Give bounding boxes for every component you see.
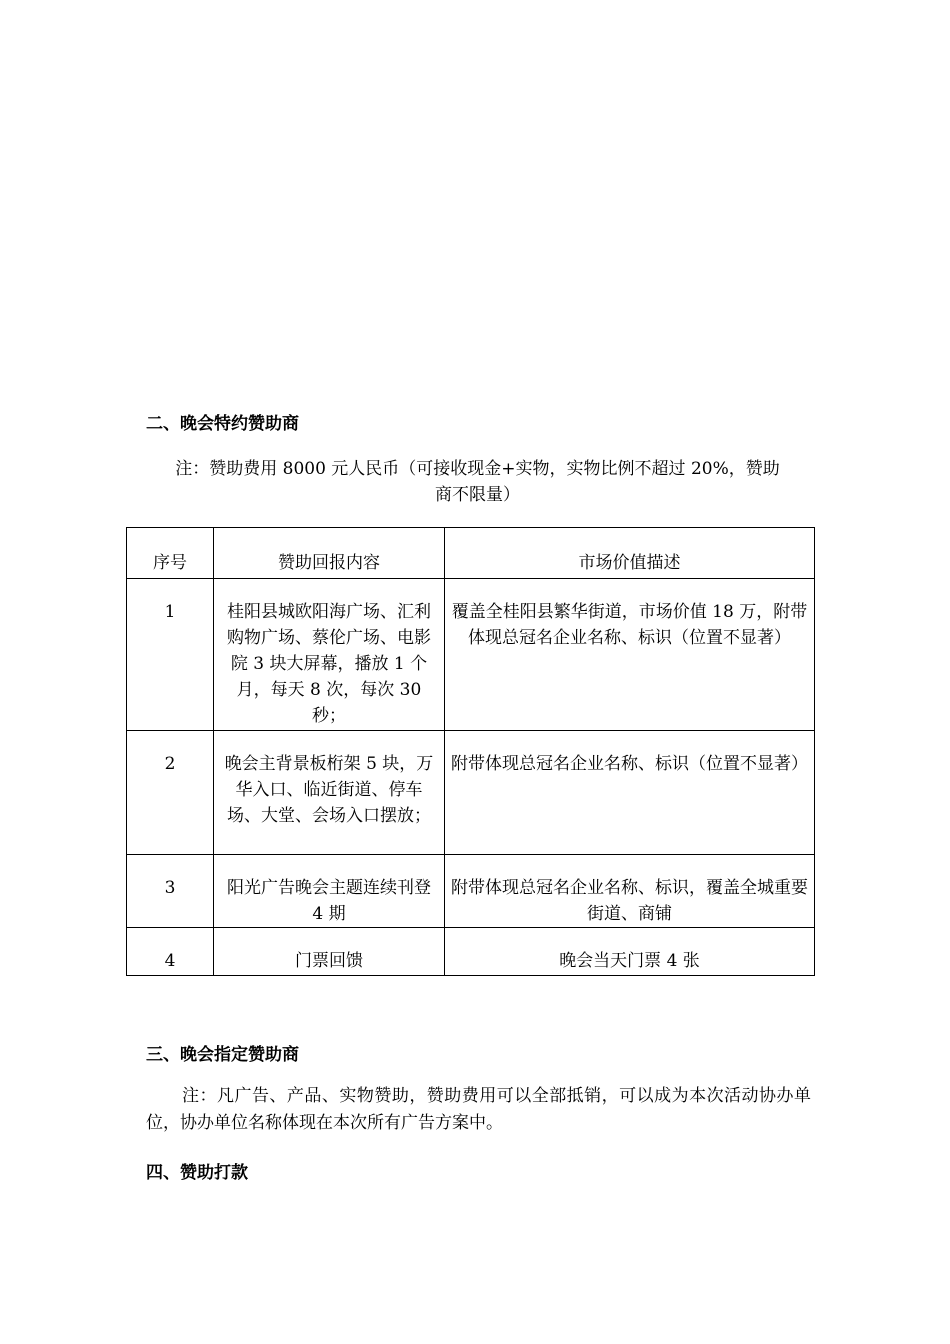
row-number: 3 (127, 855, 214, 928)
row-value: 覆盖全桂阳县繁华街道，市场价值 18 万，附带体现总冠名企业名称、标识（位置不显著） (445, 579, 815, 731)
row-number: 4 (127, 928, 214, 976)
section2-title: 二、晚会特约赞助商 (146, 414, 299, 434)
table-row (127, 579, 815, 731)
row-number: 1 (127, 579, 214, 731)
row-value: 附带体现总冠名企业名称、标识（位置不显著） (445, 731, 815, 855)
row-value: 晚会当天门票 4 张 (445, 928, 815, 976)
section2-note (140, 456, 815, 508)
section2-note-line1: 注：赞助费用 8000 元人民币（可接收现金+实物，实物比例不超过 20%，赞助 (175, 459, 780, 479)
row-content: 桂阳县城欧阳海广场、汇利购物广场、蔡伦广场、电影院 3 块大屏幕，播放 1 个月，每天 8 次，每次 30 秒； (214, 579, 445, 731)
table-header-row (127, 528, 815, 579)
header-no: 序号 (127, 528, 214, 579)
section3-title: 三、晚会指定赞助商 (146, 1045, 299, 1065)
row-value: 附带体现总冠名企业名称、标识，覆盖全城重要街道、商铺 (445, 855, 815, 928)
table-row (127, 731, 815, 855)
table-row (127, 855, 815, 928)
section3-note: 注：凡广告、产品、实物赞助，赞助费用可以全部抵销，可以成为本次活动协办单位，协办单位名称体现在本次所有广告方案中。 (146, 1086, 811, 1133)
row-content: 门票回馈 (214, 928, 445, 976)
header-content: 赞助回报内容 (214, 528, 445, 579)
header-value: 市场价值描述 (445, 528, 815, 579)
row-number: 2 (127, 731, 214, 855)
section2-note-line2: 商不限量） (435, 485, 520, 505)
row-content: 阳光广告晚会主题连续刊登 4 期 (214, 855, 445, 928)
section4-title: 四、赞助打款 (146, 1163, 248, 1183)
row-content: 晚会主背景板桁架 5 块，万华入口、临近街道、停车场、大堂、会场入口摆放； (214, 731, 445, 855)
table-row (127, 928, 815, 976)
sponsor-returns-table (126, 527, 815, 976)
